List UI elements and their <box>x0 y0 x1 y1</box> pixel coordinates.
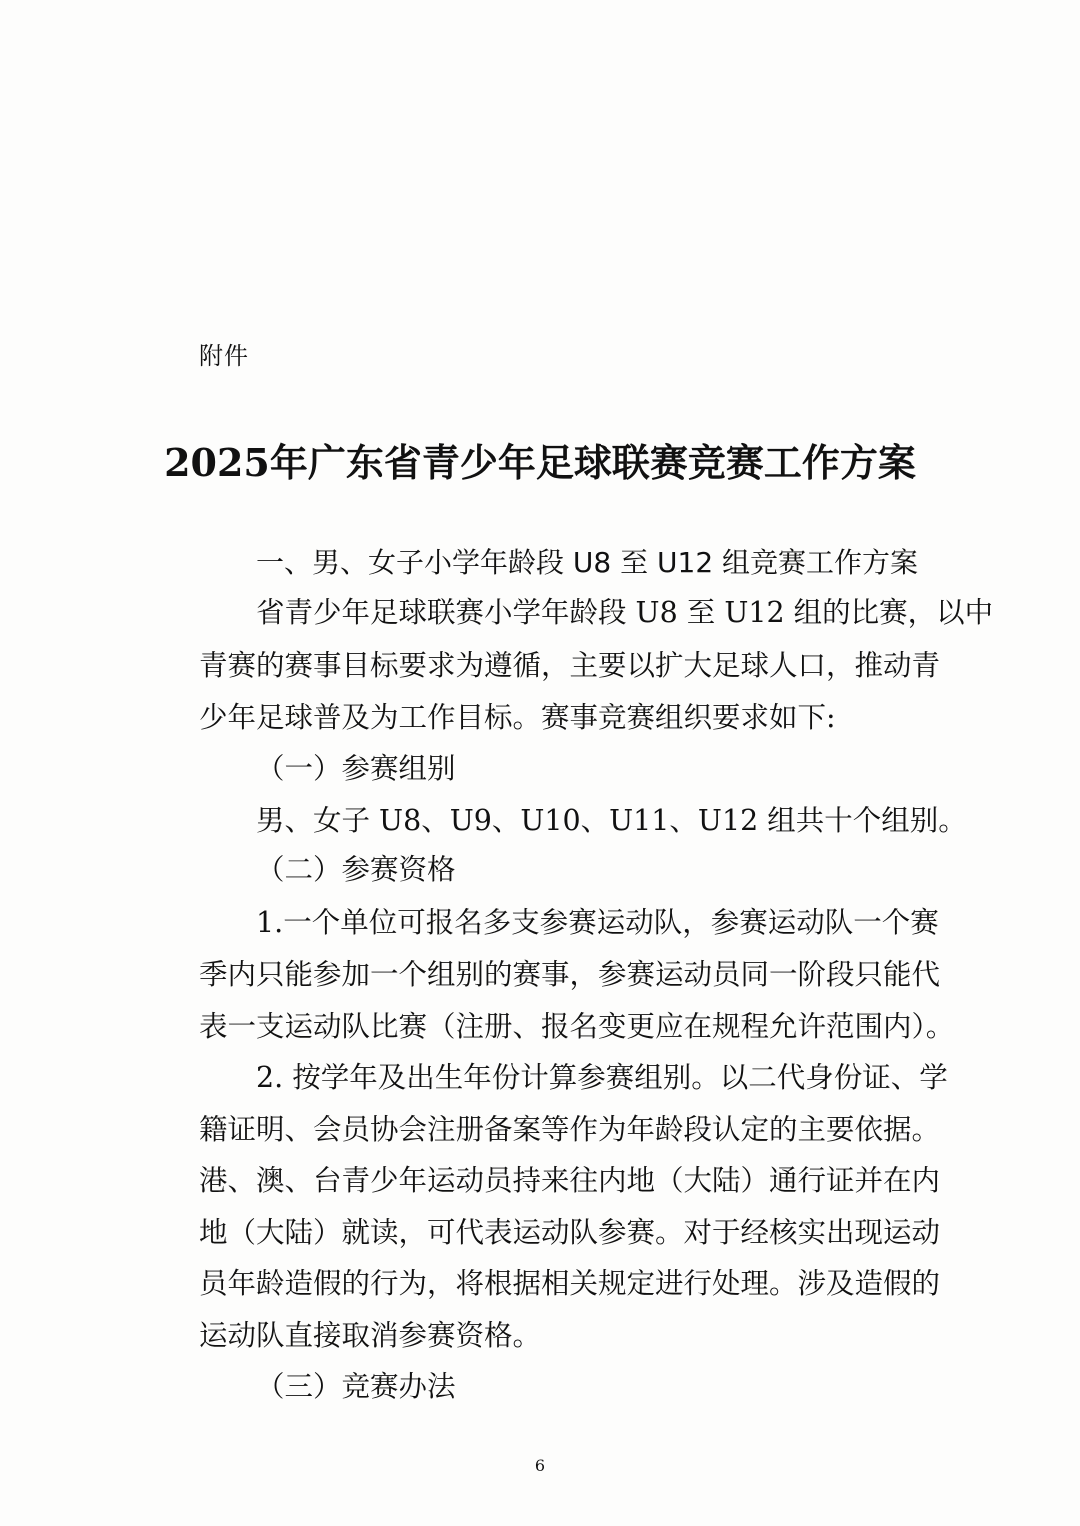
paragraph-line: 少年足球普及为工作目标。赛事竞赛组织要求如下: <box>199 701 836 734</box>
item-line: 员年龄造假的行为，将根据相关规定进行处理。涉及造假的 <box>199 1267 941 1300</box>
attachment-label: 附件 <box>199 342 249 370</box>
item-line: 2. 按学年及出生年份计算参赛组别。以二代身份证、学 <box>256 1061 948 1094</box>
paragraph-line: 省青少年足球联赛小学年龄段 U8 至 U12 组的比赛，以中 <box>256 596 994 629</box>
item-line: 地（大陆）就读，可代表运动队参赛。对于经核实出现运动 <box>199 1216 941 1249</box>
page-number: 6 <box>534 1456 546 1475</box>
item-line: 港、澳、台青少年运动员持来往内地（大陆）通行证并在内 <box>199 1164 941 1197</box>
item-line: 表一支运动队比赛（注册、报名变更应在规程允许范围内）。 <box>199 1010 955 1043</box>
groups-line: 男、女子 U8、U9、U10、U11、U12 组共十个组别。 <box>256 804 967 837</box>
subsection-heading: （三）竞赛办法 <box>256 1370 456 1403</box>
document-title: 2025年广东省青少年足球联赛竞赛工作方案 <box>164 440 916 485</box>
paragraph-line: 青赛的赛事目标要求为遵循，主要以扩大足球人口，推动青 <box>199 649 941 682</box>
subsection-heading: （一）参赛组别 <box>256 752 456 785</box>
section-heading: 一、男、女子小学年龄段 U8 至 U12 组竞赛工作方案 <box>256 546 919 579</box>
item-line: 季内只能参加一个组别的赛事，参赛运动员同一阶段只能代 <box>199 958 941 991</box>
item-line: 籍证明、会员协会注册备案等作为年龄段认定的主要依据。 <box>199 1113 941 1146</box>
item-line: 运动队直接取消参赛资格。 <box>199 1319 542 1352</box>
subsection-heading: （二）参赛资格 <box>256 853 456 886</box>
item-line: 1.一个单位可报名多支参赛运动队，参赛运动队一个赛 <box>256 906 939 939</box>
